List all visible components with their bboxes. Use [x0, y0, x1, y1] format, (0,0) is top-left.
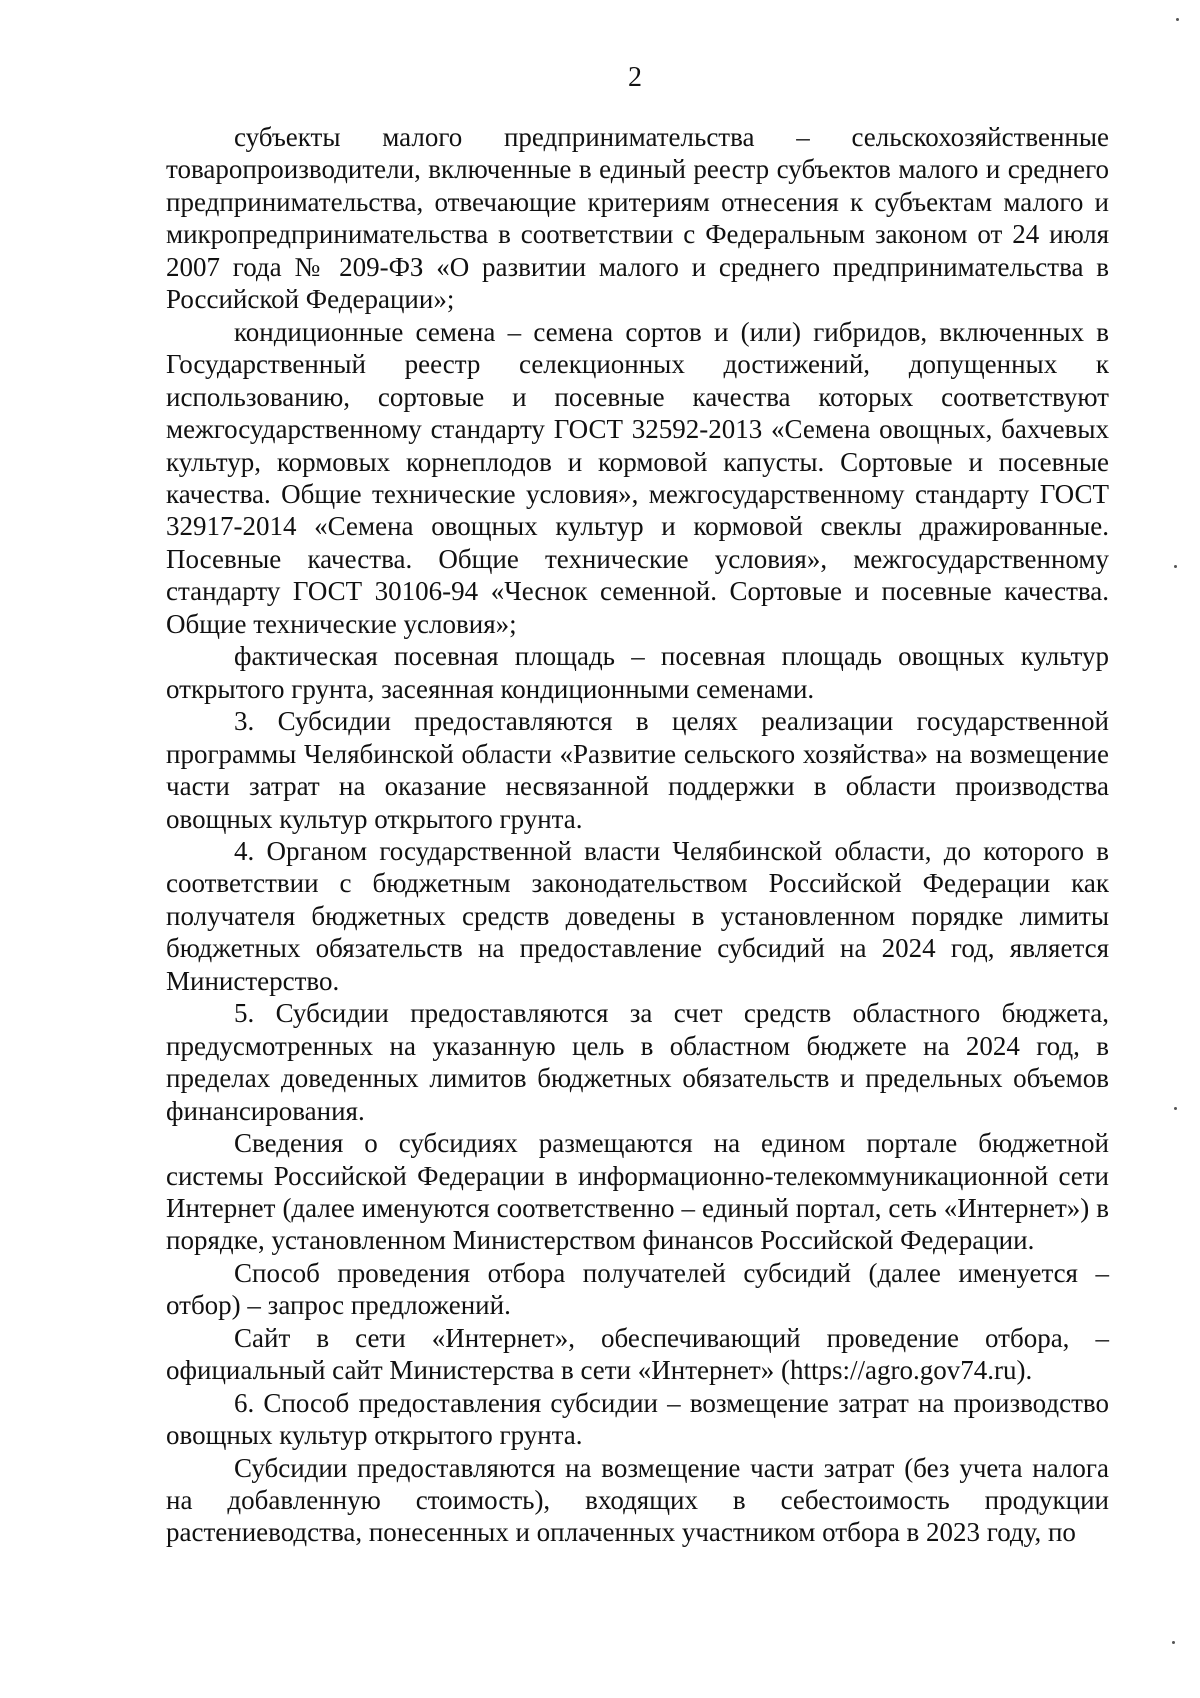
paragraph-subsidy-info-portal: Сведения о субсидиях размещаются на едином портале бюджетной системы Российской Федерации в информационно-телекоммуникационной сети Интернет (далее именуются соответственно – единый портал, сеть «Интернет») в порядке, установленном Министерством финансов Российской Федерации. [166, 1128, 1109, 1256]
paragraph-conditioned-seeds-definition: кондиционные семена – семена сортов и (или) гибридов, включенных в Государственный реестр селекционных достижений, допущенных к использованию, сортовые и посевные качества которых соответствуют межгосударственному стандарту ГОСТ 32592-2013 «Семена овощных, бахчевых культур, кормовых корнеплодов и кормовой капусты. Сортовые и посевные качества. Общие технические условия», межгосударственному стандарту ГОСТ 32917-2014 «Семена овощных культур и кормовой свеклы дражированные. Посевные качества. Общие технические условия», межгосударственному стандарту ГОСТ 30106-94 «Чеснок семенной. Сортовые и посевные качества. Общие технические условия»; [166, 316, 1109, 639]
document-body [166, 121, 1109, 1549]
paragraph-item-3: 3. Субсидии предоставляются в целях реализации государственной программы Челябинской области «Развитие сельского хозяйства» на возмещение части затрат на оказание несвязанной поддержки в области производства овощных культур открытого грунта. [166, 706, 1109, 834]
paragraph-item-5: 5. Субсидии предоставляются за счет средств областного бюджета, предусмотренных на указанную цель в областном бюджете на 2024 год, в пределах доведенных лимитов бюджетных обязательств и предельных объемов финансирования. [166, 998, 1109, 1126]
paragraph-selection-method: Способ проведения отбора получателей субсидий (далее именуется – отбор) – запрос предложений. [166, 1257, 1109, 1321]
paragraph-small-business-definition: субъекты малого предпринимательства – сельскохозяйственные товаропроизводители, включенные в единый реестр субъектов малого и среднего предпринимательства, отвечающие критериям отнесения к субъектам малого и микропредпринимательства в соответствии с Федеральным законом от 24 июля 2007 года № 209-ФЗ «О развитии малого и среднего предпринимательства в Российской Федерации»; [166, 122, 1109, 315]
scan-speck [1176, 18, 1179, 21]
paragraph-selection-website: Сайт в сети «Интернет», обеспечивающий проведение отбора, – официальный сайт Министерства в сети «Интернет» (https://agro.gov74.ru). [166, 1322, 1109, 1386]
page-number: 2 [628, 62, 642, 93]
paragraph-item-4: 4. Органом государственной власти Челябинской области, до которого в соответствии с бюджетным законодательством Российской Федерации как получателя бюджетных средств доведены в установленном порядке лимиты бюджетных обязательств на предоставление субсидий на 2024 год, является Министерство. [166, 835, 1109, 996]
scan-speck [1174, 1107, 1177, 1110]
paragraph-cost-reimbursement: Субсидии предоставляются на возмещение части затрат (без учета налога на добавленную стоимость), входящих в себестоимость продукции растениеводства, понесенных и оплаченных участником отбора в 2023 году, по [166, 1452, 1109, 1548]
paragraph-actual-sown-area-definition: фактическая посевная площадь – посевная площадь овощных культур открытого грунта, засеянная кондиционными семенами. [166, 641, 1109, 704]
scan-speck [1174, 565, 1177, 568]
scan-speck [1172, 1641, 1175, 1644]
paragraph-item-6: 6. Способ предоставления субсидии – возмещение затрат на производство овощных культур открытого грунта. [166, 1387, 1109, 1451]
